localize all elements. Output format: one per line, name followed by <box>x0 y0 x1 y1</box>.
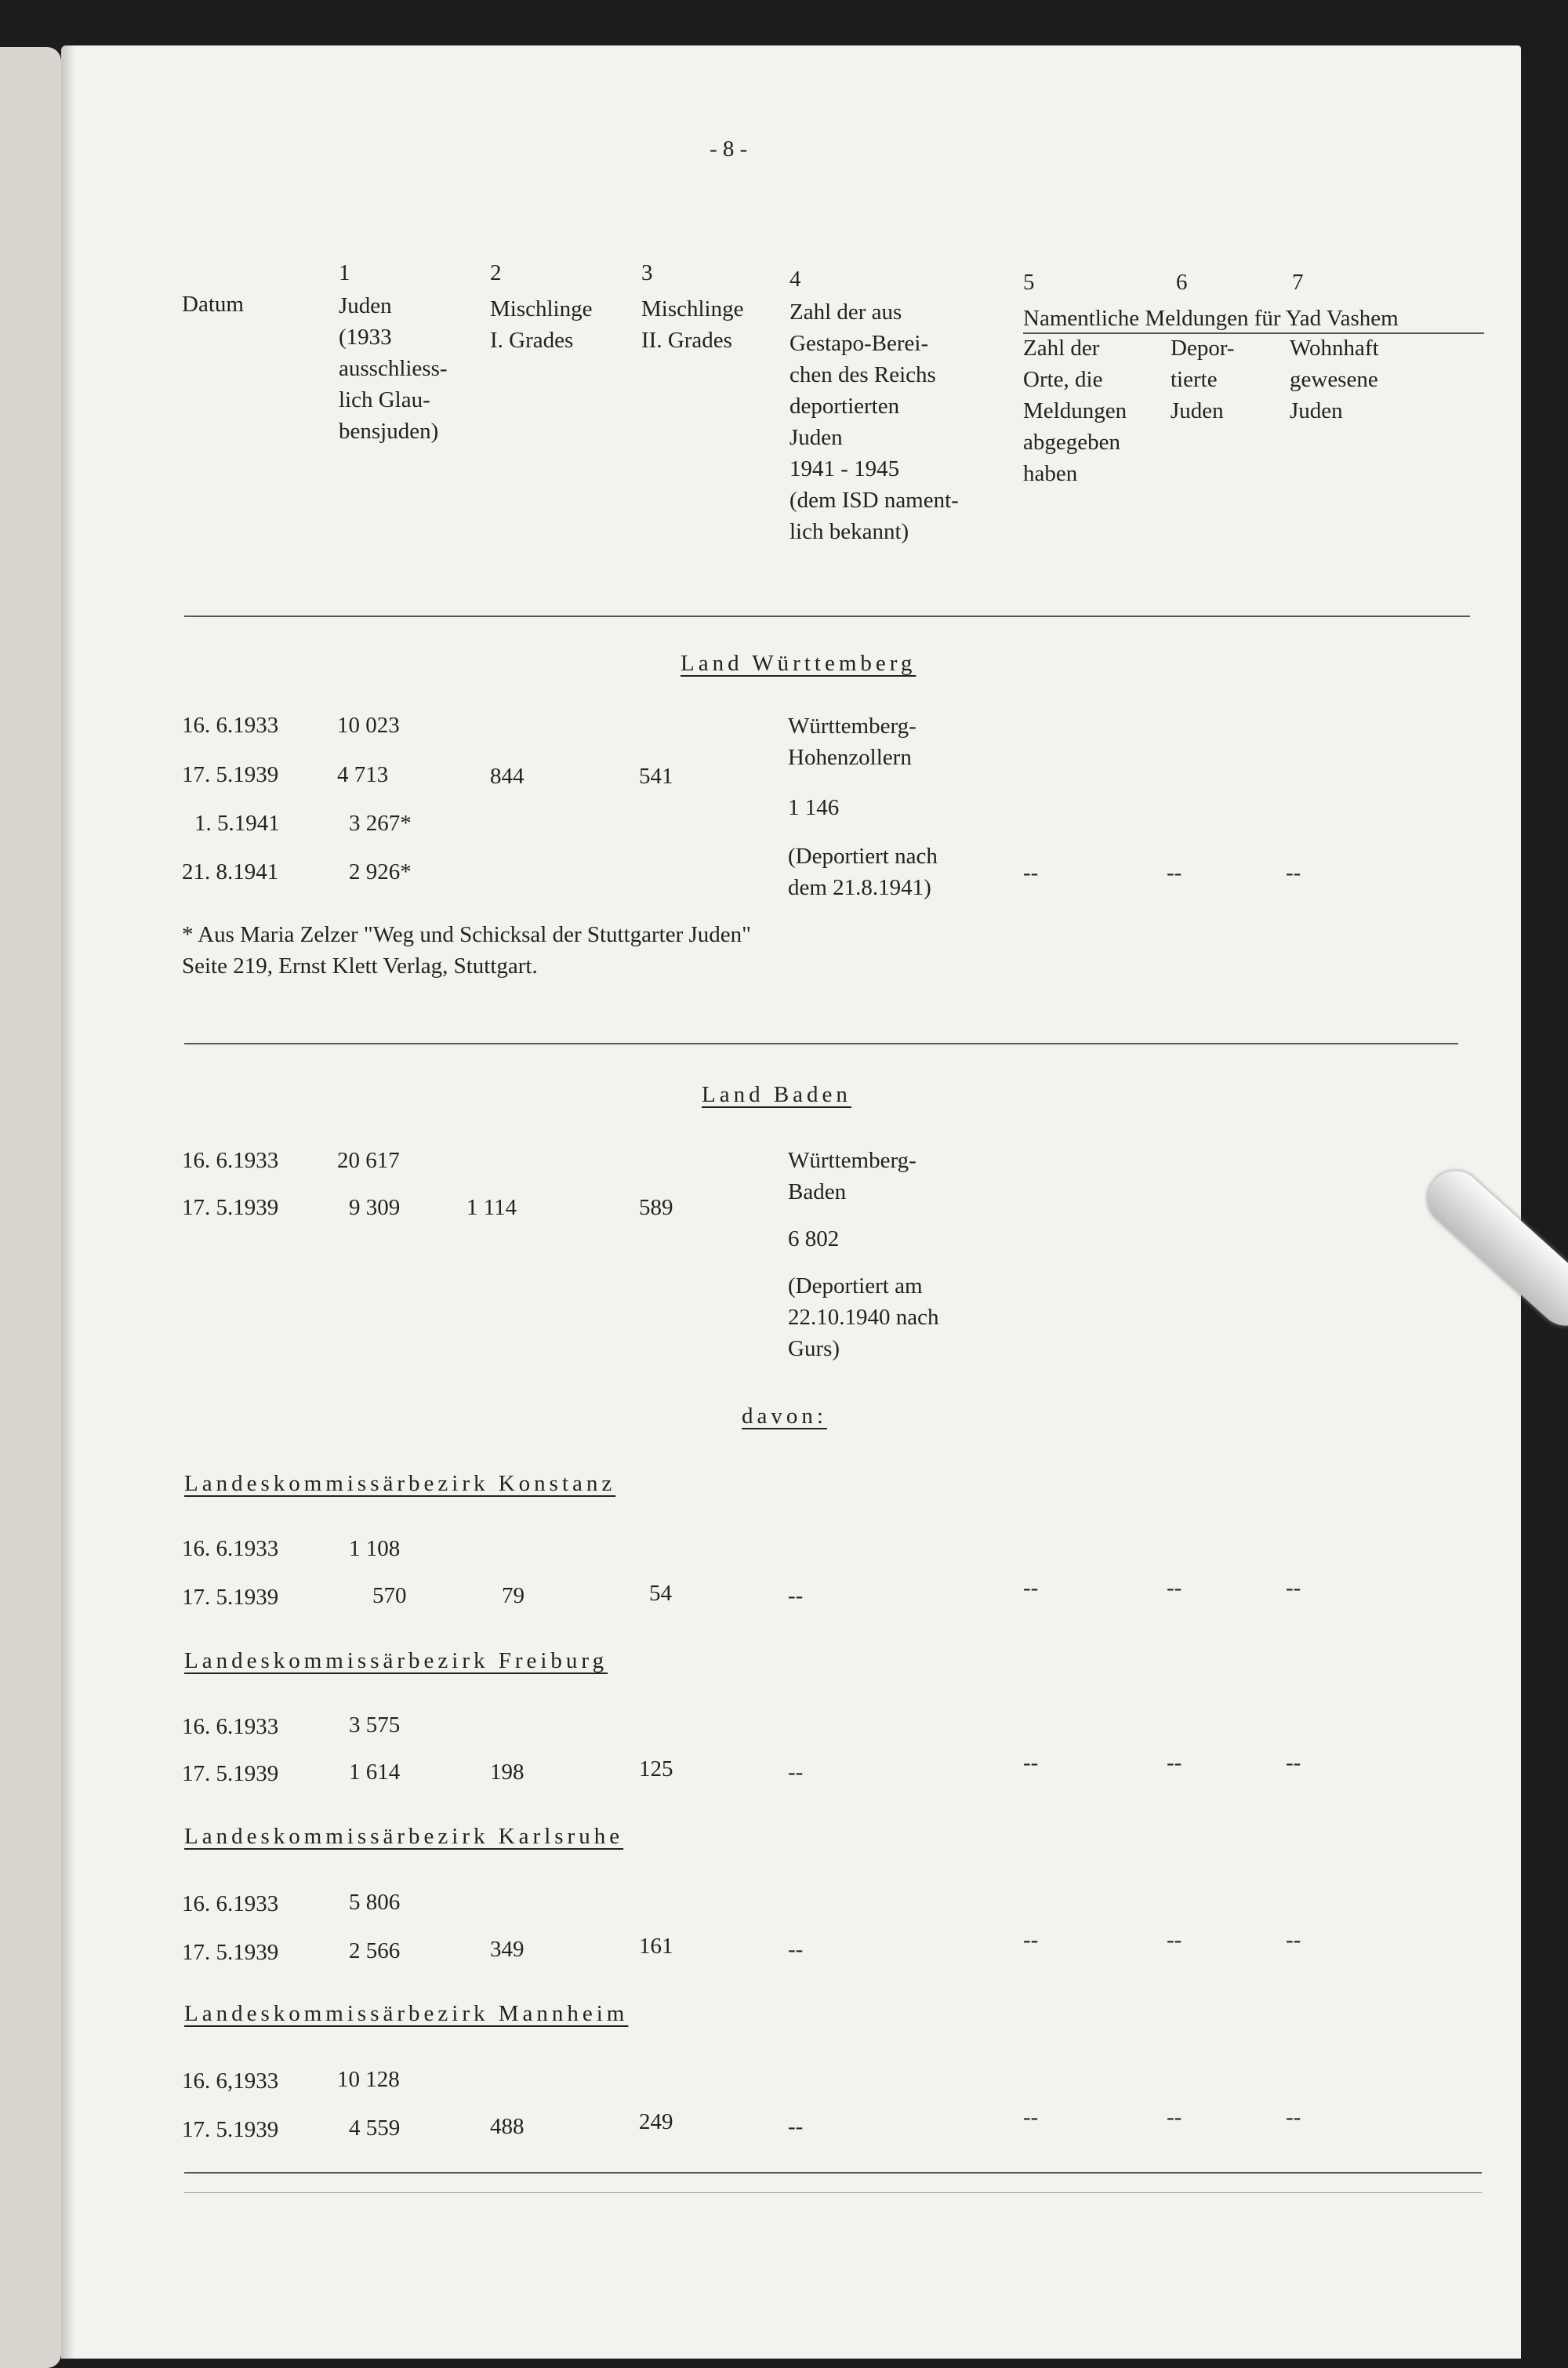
mannheim-row2-col4: -- <box>788 2114 804 2139</box>
page-number: - 8 - <box>710 136 748 162</box>
karlsruhe-row2-col3: 161 <box>639 1934 673 1959</box>
mannheim-row2-col1: 4 559 <box>349 2116 401 2141</box>
wuerttemberg-row1-date: 16. 6.1933 <box>182 713 279 738</box>
wuerttemberg-col6-dash: -- <box>1167 860 1182 885</box>
freiburg-row1-col1: 3 575 <box>349 1712 401 1738</box>
wuerttemberg-row3-col1: 3 267* <box>349 811 412 836</box>
mannheim-row2-col5: -- <box>1023 2105 1039 2130</box>
header-divider <box>184 616 1470 617</box>
baden-col4-region: Württemberg- Baden <box>788 1148 916 1204</box>
section-title-baden: Land Baden <box>702 1082 851 1107</box>
mannheim-row2-col3: 249 <box>639 2109 673 2134</box>
karlsruhe-row1-col1: 5 806 <box>349 1890 401 1915</box>
wuerttemberg-row2-col1: 4 713 <box>337 762 389 787</box>
baden-row1-date: 16. 6.1933 <box>182 1148 279 1173</box>
previous-page-edge <box>0 47 61 2368</box>
mannheim-row2-date: 17. 5.1939 <box>182 2117 279 2142</box>
karlsruhe-row2-col2: 349 <box>490 1937 524 1962</box>
baden-row1-col1: 20 617 <box>337 1148 400 1173</box>
mannheim-row1-date: 16. 6,1933 <box>182 2068 279 2094</box>
konstanz-row1-date: 16. 6.1933 <box>182 1536 279 1561</box>
konstanz-row2-col3: 54 <box>649 1581 672 1606</box>
wuerttemberg-row2-col2: 844 <box>490 764 524 789</box>
header-col7-label: Wohnhaft gewesene Juden <box>1290 336 1379 423</box>
header-col3-label: Mischlinge II. Grades <box>641 296 744 353</box>
baden-row2-col3: 589 <box>639 1195 673 1220</box>
freiburg-row2-col5: -- <box>1023 1750 1039 1775</box>
baden-davon: davon: <box>742 1404 827 1429</box>
karlsruhe-row2-col4: -- <box>788 1937 804 1962</box>
konstanz-row2-col5: -- <box>1023 1575 1039 1600</box>
karlsruhe-row2-col1: 2 566 <box>349 1938 401 1963</box>
wuerttemberg-row3-date: 1. 5.1941 <box>194 811 280 836</box>
section-title-wuerttemberg: Land Württemberg <box>681 651 916 676</box>
konstanz-row2-col1: 570 <box>372 1583 407 1608</box>
wuerttemberg-col4-number: 1 146 <box>788 795 840 820</box>
header-col3-number: 3 <box>641 260 653 285</box>
konstanz-row2-col2: 79 <box>502 1583 524 1608</box>
mannheim-row1-col1: 10 128 <box>337 2067 400 2092</box>
freiburg-row2-col6: -- <box>1167 1750 1182 1775</box>
wuerttemberg-col7-dash: -- <box>1286 860 1301 885</box>
bezirk-title-freiburg: Landeskommissärbezirk Freiburg <box>184 1648 608 1673</box>
mannheim-row2-col2: 488 <box>490 2114 524 2139</box>
header-col1-number: 1 <box>339 260 350 285</box>
bezirk-title-karlsruhe: Landeskommissärbezirk Karlsruhe <box>184 1824 624 1849</box>
freiburg-row1-date: 16. 6.1933 <box>182 1714 279 1739</box>
baden-col4-note: (Deportiert am 22.10.1940 nach Gurs) <box>788 1273 939 1361</box>
baden-row2-col2: 1 114 <box>466 1195 517 1220</box>
bezirk-title-mannheim: Landeskommissärbezirk Mannheim <box>184 2001 629 2026</box>
wuerttemberg-col4-note: (Deportiert nach dem 21.8.1941) <box>788 844 938 900</box>
wuerttemberg-row2-col3: 541 <box>639 764 673 789</box>
section-divider-2 <box>184 2172 1482 2174</box>
header-col4-label: Zahl der aus Gestapo-Berei- chen des Reichs deportierten Juden 1941 - 1945 (dem ISD nament- lich bekannt) <box>789 300 959 544</box>
header-col5-label: Zahl der Orte, die Meldungen abgegeben haben <box>1023 336 1127 486</box>
baden-row2-col1: 9 309 <box>349 1195 401 1220</box>
header-group-yad-vashem: Namentliche Meldungen für Yad Vashem <box>1023 306 1399 331</box>
baden-col4-number: 6 802 <box>788 1226 840 1251</box>
header-col2-number: 2 <box>490 260 502 285</box>
konstanz-row2-date: 17. 5.1939 <box>182 1585 279 1610</box>
karlsruhe-row1-date: 16. 6.1933 <box>182 1891 279 1916</box>
wuerttemberg-col4-region: Württemberg- Hohenzollern <box>788 714 916 770</box>
freiburg-row2-col2: 198 <box>490 1760 524 1785</box>
konstanz-row2-col7: -- <box>1286 1575 1301 1600</box>
bezirk-title-konstanz: Landeskommissärbezirk Konstanz <box>184 1471 616 1496</box>
wuerttemberg-footnote: * Aus Maria Zelzer "Weg und Schicksal der Stuttgarter Juden" Seite 219, Ernst Klett Verlag, Stuttgart. <box>182 922 752 979</box>
wuerttemberg-row1-col1: 10 023 <box>337 713 400 738</box>
konstanz-row2-col4: -- <box>788 1583 804 1608</box>
freiburg-row2-col7: -- <box>1286 1750 1301 1775</box>
header-datum: Datum <box>182 292 244 317</box>
wuerttemberg-row4-col1: 2 926* <box>349 859 412 884</box>
karlsruhe-row2-col6: -- <box>1167 1927 1182 1952</box>
header-col7-number: 7 <box>1292 270 1304 295</box>
header-col6-number: 6 <box>1176 270 1188 295</box>
header-col2-label: Mischlinge I. Grades <box>490 296 593 353</box>
header-col5-number: 5 <box>1023 270 1035 295</box>
header-col4-number: 4 <box>789 267 801 292</box>
karlsruhe-row2-date: 17. 5.1939 <box>182 1940 279 1965</box>
freiburg-row2-col4: -- <box>788 1760 804 1785</box>
konstanz-row1-col1: 1 108 <box>349 1536 401 1561</box>
mannheim-row2-col7: -- <box>1286 2105 1301 2130</box>
karlsruhe-row2-col5: -- <box>1023 1927 1039 1952</box>
konstanz-row2-col6: -- <box>1167 1575 1182 1600</box>
freiburg-row2-col1: 1 614 <box>349 1760 401 1785</box>
wuerttemberg-row4-date: 21. 8.1941 <box>182 859 279 884</box>
freiburg-row2-col3: 125 <box>639 1756 673 1781</box>
freiburg-row2-date: 17. 5.1939 <box>182 1761 279 1786</box>
wuerttemberg-row2-date: 17. 5.1939 <box>182 762 279 787</box>
header-col1-label: Juden (1933 ausschliess- lich Glau- bensjuden) <box>339 293 448 444</box>
baden-row2-date: 17. 5.1939 <box>182 1195 279 1220</box>
mannheim-row2-col6: -- <box>1167 2105 1182 2130</box>
karlsruhe-row2-col7: -- <box>1286 1927 1301 1952</box>
wuerttemberg-col5-dash: -- <box>1023 860 1039 885</box>
bottom-divider <box>184 2192 1482 2193</box>
section-divider-1 <box>184 1043 1458 1044</box>
header-col6-label: Depor- tierte Juden <box>1171 336 1235 423</box>
